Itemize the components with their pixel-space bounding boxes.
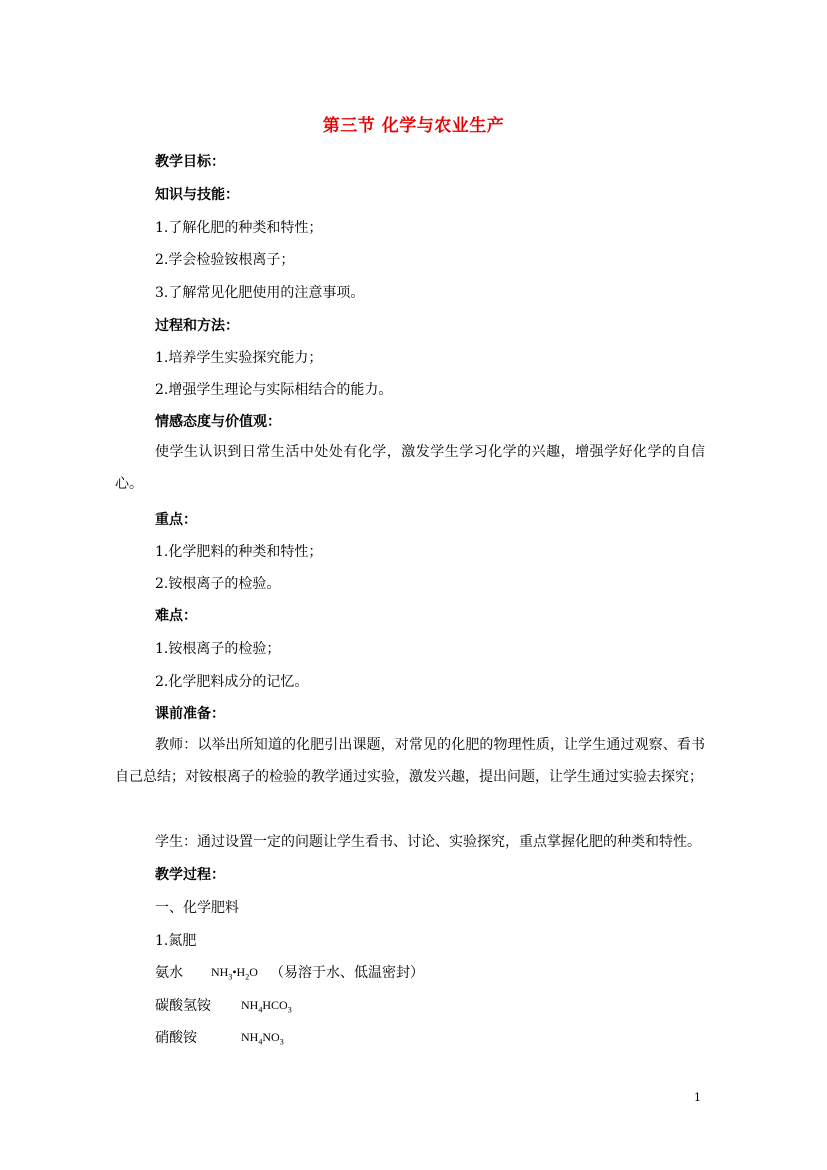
key-item: 2.铵根离子的检验。 bbox=[155, 576, 281, 592]
process-heading: 过程和方法： bbox=[155, 318, 239, 334]
page-title: 第三节 化学与农业生产 bbox=[322, 116, 505, 136]
emotion-paragraph: 使学生认识到日常生活中处处有化学，激发学生学习化学的兴趣，增强学好化学的自信心。 bbox=[115, 444, 705, 492]
page-number: 1 bbox=[694, 1091, 701, 1104]
fertilizer-formula: $NH_3•H_2O$ bbox=[211, 965, 258, 982]
knowledge-item: 2.学会检验铵根离子； bbox=[155, 252, 295, 268]
fertilizer-formula: $NH_4NO_3$ bbox=[241, 1030, 284, 1047]
objectives-heading: 教学目标： bbox=[155, 154, 225, 170]
section-heading: 一、化学肥料 bbox=[155, 900, 239, 916]
knowledge-item: 3.了解常见化肥使用的注意事项。 bbox=[155, 285, 365, 301]
prep-heading: 课前准备： bbox=[155, 706, 225, 722]
process-item: 1.培养学生实验探究能力； bbox=[155, 350, 323, 366]
prep-student-paragraph: 学生：通过设置一定的问题让学生看书、讨论、实验探究，重点掌握化肥的种类和特性。 bbox=[155, 834, 701, 850]
teaching-process-heading: 教学过程： bbox=[155, 867, 225, 883]
fertilizer-formula: $NH_4HCO_3$ bbox=[241, 998, 292, 1015]
fertilizer-name: 硝酸铵 bbox=[155, 1030, 197, 1046]
emotion-heading: 情感态度与价值观： bbox=[155, 414, 281, 430]
key-heading: 重点： bbox=[155, 512, 197, 528]
knowledge-item: 1.了解化肥的种类和特性； bbox=[155, 220, 323, 236]
subsection-heading: 1.氮肥 bbox=[155, 933, 197, 949]
process-item: 2.增强学生理论与实际相结合的能力。 bbox=[155, 382, 393, 398]
fertilizer-name: 碳酸氢铵 bbox=[155, 998, 211, 1014]
difficulty-heading: 难点： bbox=[155, 608, 197, 624]
knowledge-heading: 知识与技能： bbox=[155, 187, 239, 203]
difficulty-item: 1.铵根离子的检验； bbox=[155, 641, 281, 657]
key-item: 1.化学肥料的种类和特性； bbox=[155, 544, 323, 560]
fertilizer-note: （易溶于水、低温密封） bbox=[270, 965, 424, 981]
prep-teacher-paragraph: 教师：以举出所知道的化肥引出课题，对常见的化肥的物理性质，让学生通过观察、看书自己总结；对铵根离子的检验的教学通过实验，激发兴趣，提出问题，让学生通过实验去探究； bbox=[115, 737, 705, 785]
fertilizer-name: 氨水 bbox=[155, 965, 183, 981]
difficulty-item: 2.化学肥料成分的记忆。 bbox=[155, 674, 309, 690]
